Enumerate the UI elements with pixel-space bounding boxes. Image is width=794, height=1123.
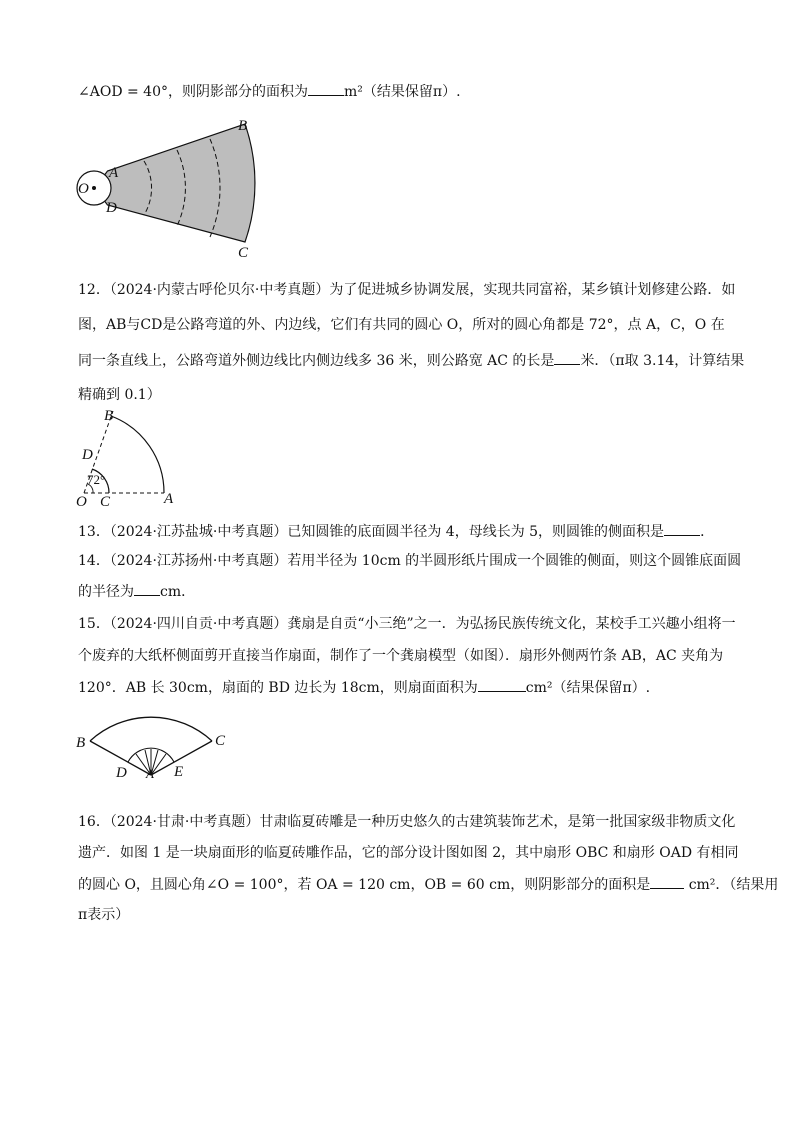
q16-line-2: 遗产．如图 1 是一块扇面形的临夏砖雕作品，它的部分设计图如图 2，其中扇形 OBC 和扇形 OAD 有相同 [78,845,739,861]
q11-text-b: （结果保留π）. [362,84,461,100]
q14-unit: cm [160,584,182,600]
q12-line-2: 图，AB与CD是公路弯道的外、内边线，它们有共同的圆心 O，所对的圆心角都是 72°，点 A，C，O 在 [78,317,725,333]
q14-line-2-a: 的半径为 [78,584,134,600]
q16-line-3 [78,874,778,895]
q12-line-3 [78,350,744,371]
q15-unit: cm² [525,680,553,696]
q12-label-D: D [82,447,93,463]
q16-line-3-a: 的圆心 O，且圆心角∠O = 100°，若 OA = 120 cm，OB = 60 cm，则阴影部分的面积是 [78,877,651,893]
q12-label-C: C [100,494,111,510]
q13-line-1 [78,521,714,542]
q16-answer-blank [650,874,684,889]
q12-line-4: 精确到 0.1） [78,387,161,403]
q15-label-B: B [76,735,86,751]
q15-answer-blank [478,677,526,692]
q15-label-E: E [174,764,184,780]
q12-label-angle: 72° [87,472,106,487]
q15-label-C: C [215,733,226,749]
q16-line-4: π表示） [78,907,130,923]
q16-unit: cm² [688,877,716,893]
q11-label-B: B [238,118,248,134]
q14-line-1: 14．（2024·江苏扬州·中考真题）若用半径为 10cm 的半圆形纸片围成一个圆锥的侧面，则这个圆锥底面圆 [78,553,742,569]
q13-line-1-a: 13．（2024·江苏盐城·中考真题）已知圆锥的底面圆半径为 4，母线长为 5，则圆锥的侧面积是 [78,524,665,540]
q15-line-3 [78,677,650,698]
q12-line-3-a: 同一条直线上，公路弯道外侧边线比内侧边线多 36 米，则公路宽 AC 的长是 [78,353,555,369]
q11-figure [74,115,274,260]
q11-answer-blank [308,81,344,96]
q11-label-O: O [78,181,89,197]
q12-label-B: B [104,408,114,424]
q11-label-D: D [106,200,117,216]
q12-line-1: 12．（2024·内蒙古呼伦贝尔·中考真题）为了促进城乡协调发展，实现共同富裕，某乡镇计划修建公路．如 [78,282,736,298]
q13-line-1-b: ． [700,524,715,540]
q11-center-dot [92,186,96,190]
q11-label-A: A [109,165,119,181]
q16-line-3-b: ．（结果用 [715,877,779,893]
q15-line-1: 15．（2024·四川自贡·中考真题）龚扇是自贡“小三绝”之一．为弘扬民族传统文化，某校手工兴趣小组将一 [78,616,736,632]
q11-unit: m² [344,84,363,100]
q12-line-3-b: 米．（π取 3.14，计算结果 [580,353,745,369]
q12-figure [76,407,196,510]
q12-outer-arc [111,416,164,493]
q15-fan-outer-arc [90,717,212,741]
q15-fan-figure [74,698,244,781]
q16-line-1: 16．（2024·甘肃·中考真题）甘肃临夏砖雕是一种历史悠久的古建筑装饰艺术，是第一批国家级非物质文化 [78,814,736,830]
q14-line-2-b: ． [181,584,196,600]
q14-answer-blank [134,581,160,596]
q14-line-2 [78,581,195,602]
q15-line-3-b: （结果保留π）. [552,680,651,696]
q11-text-line [78,81,461,102]
q12-label-O: O [76,494,87,510]
q12-answer-blank [554,350,580,365]
q15-line-2: 个废弃的大纸杯侧面剪开直接当作扇面，制作了一个龚扇模型（如图）．扇形外侧两竹条 AB，AC 夹角为 [78,648,724,664]
q15-line-3-a: 120°．AB 长 30cm，扇面的 BD 边长为 18cm，则扇面面积为 [78,680,478,696]
q11-text-a: ∠AOD = 40°，则阴影部分的面积为 [78,84,308,100]
q15-label-D: D [116,765,127,781]
q11-label-C: C [238,245,249,261]
q13-answer-blank [664,521,700,536]
q15-label-A: A [146,766,154,781]
q12-label-A: A [164,491,174,507]
